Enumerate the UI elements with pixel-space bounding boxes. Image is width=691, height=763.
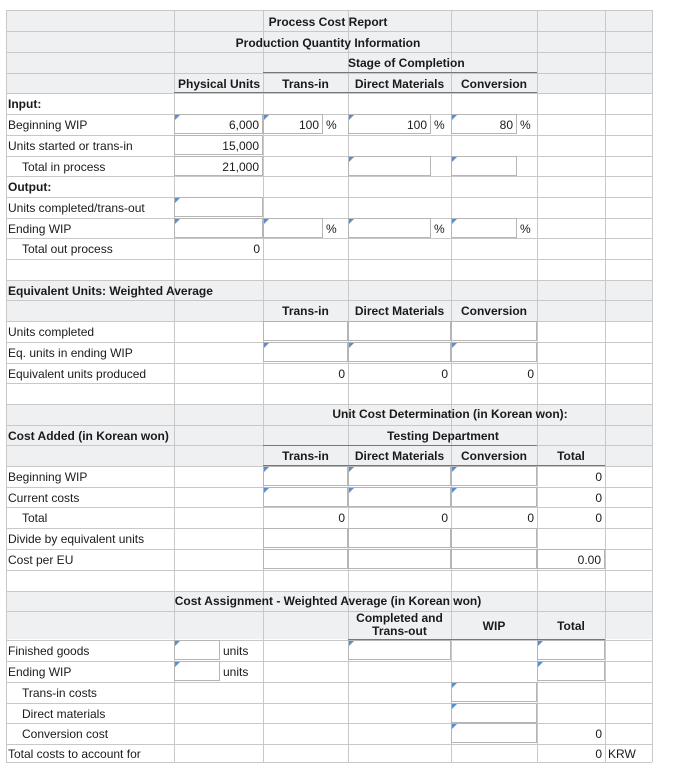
beginning-wip-label: Beginning WIP [8, 118, 88, 132]
grid-row-line [6, 280, 652, 281]
divide-conv-input[interactable] [451, 528, 537, 548]
grid-row-line [6, 507, 652, 508]
grid-row-line [6, 93, 652, 94]
units-started-value: 15,000 [222, 139, 259, 153]
currency-label: KRW [608, 747, 636, 761]
grid-row-line [6, 425, 652, 426]
total-in-dm-input[interactable] [348, 156, 431, 176]
divide-dm-input[interactable] [348, 528, 451, 548]
eu-total-transin: 0 [338, 367, 345, 381]
eu-col-trans-in: Trans-in [282, 304, 329, 318]
grid-row-line [6, 259, 652, 260]
beginning-wip-units-input[interactable] [174, 114, 263, 134]
pct-sign: % [434, 118, 445, 132]
units-completed-input[interactable] [174, 197, 263, 217]
grid-row-line [6, 682, 652, 683]
ca-current-dm-input[interactable] [348, 487, 451, 507]
total-out-process-label: Total out process [22, 242, 113, 256]
ca-col-direct-materials: Direct Materials [354, 449, 445, 463]
eu-completed-transin-input[interactable] [263, 321, 348, 341]
cost-assignment-heading: Cost Assignment - Weighted Average (in Korean won) [174, 594, 482, 608]
finished-goods-units-input[interactable] [174, 640, 220, 660]
ending-wip-transin-pct-input[interactable] [263, 218, 323, 238]
beginning-wip-units-value: 6,000 [228, 118, 259, 132]
eu-col-conversion: Conversion [460, 304, 527, 318]
grid-row-line [6, 73, 652, 74]
beginning-wip-dm-pct-value: 100 [406, 118, 427, 132]
ca-beginning-wip-total: 0 [595, 470, 602, 484]
col-conversion: Conversion [460, 77, 527, 91]
unit-cost-heading: Unit Cost Determination (in Korean won): [332, 407, 568, 421]
ca-total-label: Total [22, 511, 48, 525]
assign-ending-wip-units-input[interactable] [174, 661, 220, 681]
eu-produced-label: Equivalent units produced [8, 367, 147, 381]
conversion-cost-total: 0 [595, 727, 602, 741]
grid-row-line [6, 10, 652, 11]
ca-current-conv-input[interactable] [451, 487, 537, 507]
grid-row-line [6, 238, 652, 239]
cost-per-eu-conv-input[interactable] [451, 549, 537, 569]
ca-total-total: 0 [595, 511, 602, 525]
units-completed-label: Units completed/trans-out [8, 201, 145, 215]
conversion-cost-label: Conversion cost [22, 727, 109, 741]
ca-beginning-wip-label: Beginning WIP [8, 470, 88, 484]
grid-row-line [6, 31, 652, 32]
units-started-input[interactable] [174, 135, 263, 155]
grid-row-line [6, 723, 652, 724]
beginning-wip-transin-pct-input[interactable] [263, 114, 323, 134]
grid-row-line [6, 176, 652, 177]
ca-total-conv: 0 [527, 511, 534, 525]
eu-ending-wip-conv-input[interactable] [451, 342, 537, 362]
col-direct-materials: Direct Materials [354, 77, 445, 91]
assign-ending-wip-label: Ending WIP [8, 665, 72, 679]
beginning-wip-dm-pct-input[interactable] [348, 114, 431, 134]
eu-ending-wip-dm-input[interactable] [348, 342, 451, 362]
eu-units-completed-label: Units completed [8, 325, 95, 339]
eu-col-direct-materials: Direct Materials [354, 304, 445, 318]
grid-row-line [6, 611, 652, 612]
ca-beginning-wip-conv-input[interactable] [451, 466, 537, 486]
grid-row-line [6, 197, 652, 198]
ending-wip-conv-pct-input[interactable] [451, 218, 517, 238]
grid-row-line [6, 703, 652, 704]
total-in-process-value: 21,000 [222, 160, 259, 174]
finished-goods-total-input[interactable] [537, 640, 605, 660]
finished-goods-label: Finished goods [8, 644, 90, 658]
grid-row-line [6, 218, 652, 219]
assign-ending-wip-units-label: units [223, 665, 249, 679]
col-total: Total [557, 619, 585, 633]
total-costs-account-total: 0 [595, 747, 602, 761]
divide-by-eu-label: Divide by equivalent units [8, 532, 145, 546]
ca-beginning-wip-dm-input[interactable] [348, 466, 451, 486]
conversion-cost-wip-input[interactable] [451, 723, 537, 743]
assign-ending-wip-total-input[interactable] [537, 661, 605, 681]
col-wip: WIP [482, 619, 506, 633]
department-underline [263, 445, 537, 446]
col-completed-trans-out: Completed and Trans-out [356, 611, 443, 638]
eu-ending-wip-label: Eq. units in ending WIP [8, 346, 133, 360]
beginning-wip-transin-pct-value: 100 [298, 118, 319, 132]
ca-col-trans-in: Trans-in [282, 449, 329, 463]
direct-materials-wip-input[interactable] [451, 703, 537, 723]
grid-row-line [6, 404, 652, 405]
pct-sign: % [326, 118, 337, 132]
department-name: Testing Department [387, 429, 499, 443]
ending-wip-label: Ending WIP [8, 222, 72, 236]
grid-row-line [6, 156, 652, 157]
equivalent-units-heading: Equivalent Units: Weighted Average [8, 284, 213, 298]
stage-of-completion-heading: Stage of Completion [348, 56, 465, 70]
grid-row-line [6, 591, 652, 592]
eu-total-dm: 0 [441, 367, 448, 381]
grid-row-line [6, 52, 652, 53]
ca-current-costs-label: Current costs [8, 491, 80, 505]
total-out-process-value: 0 [253, 242, 260, 256]
grid-row-line [6, 744, 652, 745]
ending-wip-dm-pct-input[interactable] [348, 218, 431, 238]
finished-goods-completed-input[interactable] [348, 640, 451, 660]
pct-sign: % [520, 222, 531, 236]
cost-per-eu-transin-input[interactable] [263, 549, 348, 569]
ca-beginning-wip-transin-input[interactable] [263, 466, 348, 486]
pct-sign: % [434, 222, 445, 236]
ca-total-transin: 0 [338, 511, 345, 525]
ca-total-dm: 0 [441, 511, 448, 525]
stage-heading-underline [263, 72, 537, 73]
column-header-underline [174, 92, 537, 93]
direct-materials-label: Direct materials [22, 707, 106, 721]
units-started-label: Units started or trans-in [8, 139, 133, 153]
cost-per-eu-dm-input[interactable] [348, 549, 451, 569]
eu-completed-dm-input[interactable] [348, 321, 451, 341]
total-in-conv-input[interactable] [451, 156, 517, 176]
grid-row-line [6, 114, 652, 115]
cost-per-eu-total-cell [537, 549, 605, 569]
output-label: Output: [8, 180, 52, 194]
report-title: Process Cost Report [268, 15, 388, 29]
cost-per-eu-total-value: 0.00 [577, 553, 601, 567]
grid-row-line [6, 135, 652, 136]
grid-col-line [605, 10, 606, 762]
eu-completed-conv-input[interactable] [451, 321, 537, 341]
grid-row-line [6, 383, 652, 384]
cost-added-heading: Cost Added (in Korean won) [8, 429, 169, 443]
grid-row-line [6, 300, 652, 301]
col-trans-in: Trans-in [282, 77, 329, 91]
grid-col-line [652, 10, 653, 762]
input-label: Input: [8, 97, 42, 111]
report-subtitle: Production Quantity Information [235, 36, 421, 50]
ca-current-transin-input[interactable] [263, 487, 348, 507]
eu-ending-wip-transin-input[interactable] [263, 342, 348, 362]
grid-row-line [6, 363, 652, 364]
grid-row-line [6, 570, 652, 571]
transin-costs-wip-input[interactable] [451, 682, 537, 702]
beginning-wip-conv-pct-input[interactable] [451, 114, 517, 134]
divide-transin-input[interactable] [263, 528, 348, 548]
total-in-process-label: Total in process [22, 160, 106, 174]
total-costs-account-label: Total costs to account for [8, 747, 141, 761]
ending-wip-units-input[interactable] [174, 218, 263, 238]
ca-col-total: Total [557, 449, 585, 463]
transin-costs-label: Trans-in costs [22, 686, 97, 700]
ca-current-costs-total: 0 [595, 491, 602, 505]
col-physical-units: Physical Units [177, 77, 261, 91]
pct-sign: % [326, 222, 337, 236]
grid-col-line [6, 10, 7, 762]
beginning-wip-conv-pct-value: 80 [499, 118, 513, 132]
total-in-process-input[interactable] [174, 156, 263, 176]
finished-goods-units-label: units [223, 644, 249, 658]
pct-sign: % [520, 118, 531, 132]
eu-total-conv: 0 [527, 367, 534, 381]
ca-col-conversion: Conversion [460, 449, 527, 463]
cost-per-eu-label: Cost per EU [8, 553, 74, 567]
